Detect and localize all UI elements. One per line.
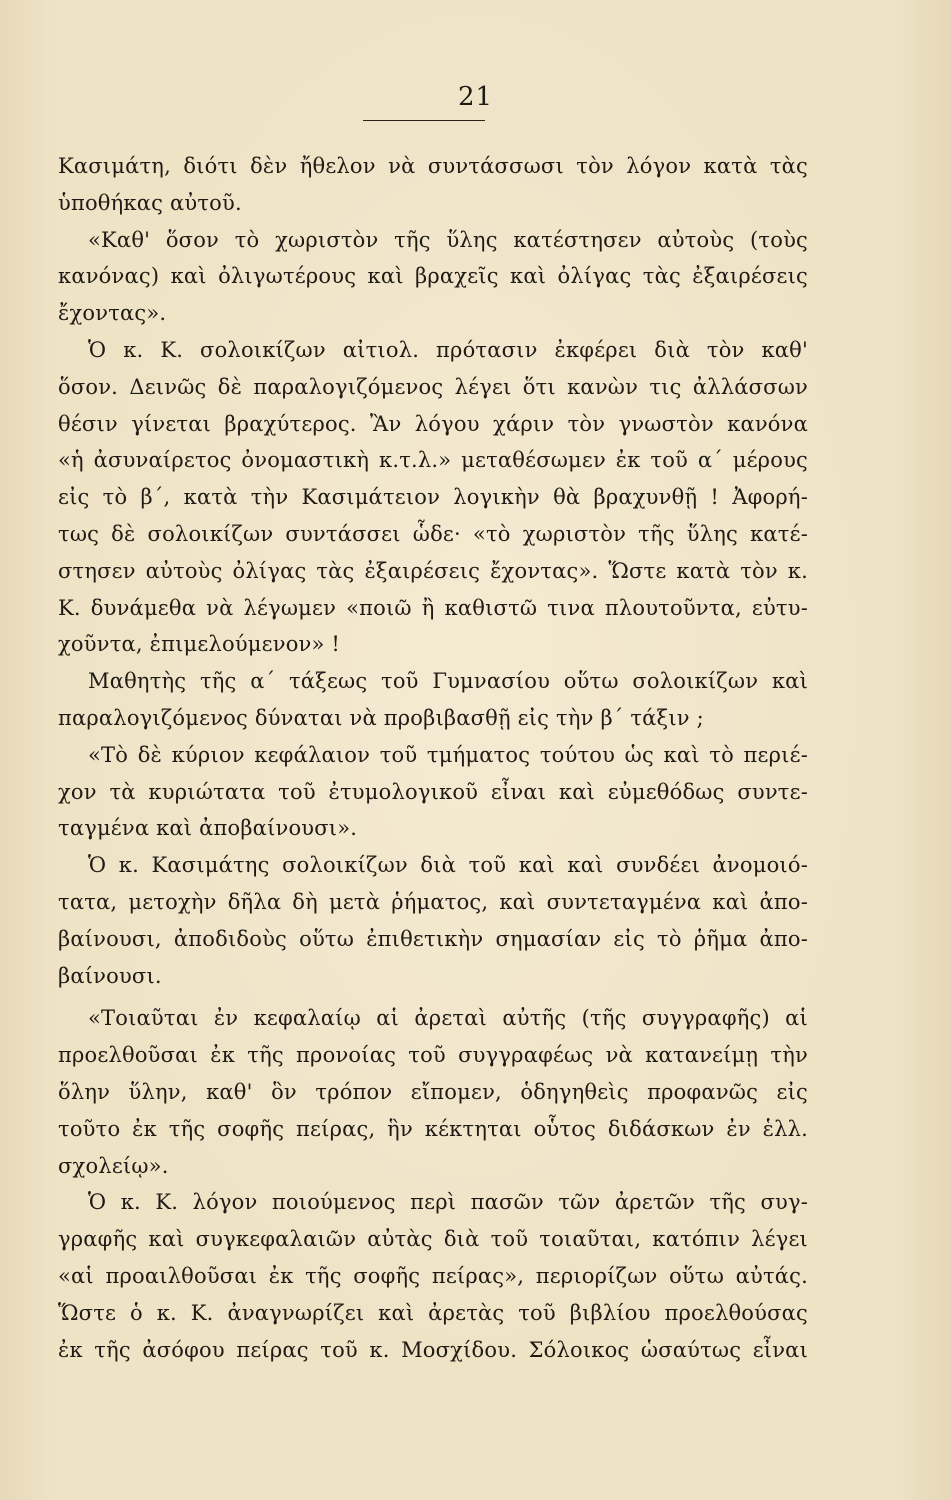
text-line: Μαθητὴς τῆς α΄ τάξεως τοῦ Γυμνασίου οὕτω σολοικίζων καὶ <box>88 669 808 694</box>
text-line: ἐκ τῆς ἀσόφου πείρας τοῦ κ. Μοσχίδου. Σόλοικος ὡσαύτως εἶναι <box>58 1337 808 1362</box>
text-line: ταγμένα καὶ ἀποβαίνουσι». <box>58 816 358 841</box>
text-line: ὅσον. Δεινῶς δὲ παραλογιζόμενος λέγει ὅτι κανὼν τις ἀλλάσσων <box>58 374 808 399</box>
text-line: τοῦτο ἐκ τῆς σοφῆς πείρας, ἣν κέκτηται οὗτος διδάσκων ἐν ἑλλ. <box>58 1116 808 1141</box>
text-line: Ὥστε ὁ κ. Κ. ἀναγνωρίζει καὶ ἀρετὰς τοῦ βιβλίου προελθούσας <box>58 1300 808 1325</box>
text-line: «Τοιαῦται ἐν κεφαλαίῳ αἱ ἀρεταὶ αὐτῆς (τῆς συγγραφῆς) αἱ <box>88 1006 808 1031</box>
text-line: βαίνουσι, ἀποδιδοὺς οὕτω ἐπιθετικὴν σημασίαν εἰς τὸ ῥῆμα ἀπο- <box>58 926 808 951</box>
text-line: Κασιμάτη, διότι δὲν ἤθελον νὰ συντάσσωσι τὸν λόγον κατὰ τὰς <box>58 154 808 178</box>
text-line: θέσιν γίνεται βραχύτερος. Ἂν λόγου χάριν τὸν γνωστὸν κανόνα <box>58 411 808 436</box>
text-line: ὑποθήκας αὐτοῦ. <box>58 190 242 215</box>
text-line: Ὁ κ. Κασιμάτης σολοικίζων διὰ τοῦ καὶ καὶ συνδέει ἀνομοιό- <box>88 853 808 878</box>
text-line: «Τὸ δὲ κύριον κεφάλαιον τοῦ τμήματος τούτου ὡς καὶ τὸ περιέ- <box>88 742 808 767</box>
text-line: βαίνουσι. <box>58 963 162 988</box>
text-line: κανόνας) καὶ ὀλιγωτέρους καὶ βραχεῖς καὶ ὀλίγας τὰς ἐξαιρέσεις <box>58 264 808 289</box>
text-line: χοῦντα, ἐπιμελούμενον» ! <box>58 632 341 657</box>
text-line: Κ. δυνάμεθα νὰ λέγωμεν «ποιῶ ἢ καθιστῶ τινα πλουτοῦντα, εὐτυ- <box>58 595 808 620</box>
page-number: 21 <box>457 82 494 112</box>
text-line: ἔχοντας». <box>58 301 167 326</box>
text-line: εἰς τὸ β΄, κατὰ τὴν Κασιμάτειον λογικὴν θὰ βραχυνθῇ ! Ἀφορή- <box>58 485 808 510</box>
text-line: «αἱ προαιλθοῦσαι ἐκ τῆς σοφῆς πείρας», περιορίζων οὕτω αὐτάς. <box>58 1263 808 1288</box>
header-rule <box>363 120 485 121</box>
text-line: γραφῆς καὶ συγκεφαλαιῶν αὐτὰς διὰ τοῦ τοιαῦται, κατόπιν λέγει <box>58 1227 808 1252</box>
text-line: προελθοῦσαι ἐκ τῆς προνοίας τοῦ συγγραφέως νὰ κατανείμῃ τὴν <box>58 1043 808 1068</box>
text-line: τατα, μετοχὴν δῆλα δὴ μετὰ ῥήματος, καὶ συντεταγμένα καὶ ἀπο- <box>58 889 808 914</box>
text-line: ὅλην ὕλην, καθ' ὃν τρόπον εἴπομεν, ὁδηγηθεὶς προφανῶς εἰς <box>58 1079 808 1104</box>
text-line: «Καθ' ὅσον τὸ χωριστὸν τῆς ὕλης κατέστησεν αὐτοὺς (τοὺς <box>88 227 808 252</box>
text-line: σχολείῳ». <box>58 1153 169 1178</box>
text-line: Ὁ κ. Κ. σολοικίζων αἰτιολ. πρότασιν ἐκφέρει διὰ τὸν καθ' <box>88 337 808 362</box>
text-line: «ἡ ἀσυναίρετος ὀνομαστικὴ κ.τ.λ.» μεταθέσωμεν ἐκ τοῦ α΄ μέρους <box>58 448 808 473</box>
body-text <box>58 148 808 1368</box>
text-line: τως δὲ σολοικίζων συντάσσει ὧδε· «τὸ χωριστὸν τῆς ὕλης κατέ- <box>58 521 808 546</box>
text-line: παραλογιζόμενος δύναται νὰ προβιβασθῇ εἰς τὴν β΄ τάξιν ; <box>58 705 704 730</box>
text-line: χον τὰ κυριώτατα τοῦ ἐτυμολογικοῦ εἶναι καὶ εὐμεθόδως συντε- <box>58 779 808 804</box>
text-line: Ὁ κ. Κ. λόγον ποιούμενος περὶ πασῶν τῶν ἀρετῶν τῆς συγ- <box>88 1190 808 1215</box>
text-line: στησεν αὐτοὺς ὀλίγας τὰς ἐξαιρέσεις ἔχοντας». Ὥστε κατὰ τὸν κ. <box>58 558 808 583</box>
